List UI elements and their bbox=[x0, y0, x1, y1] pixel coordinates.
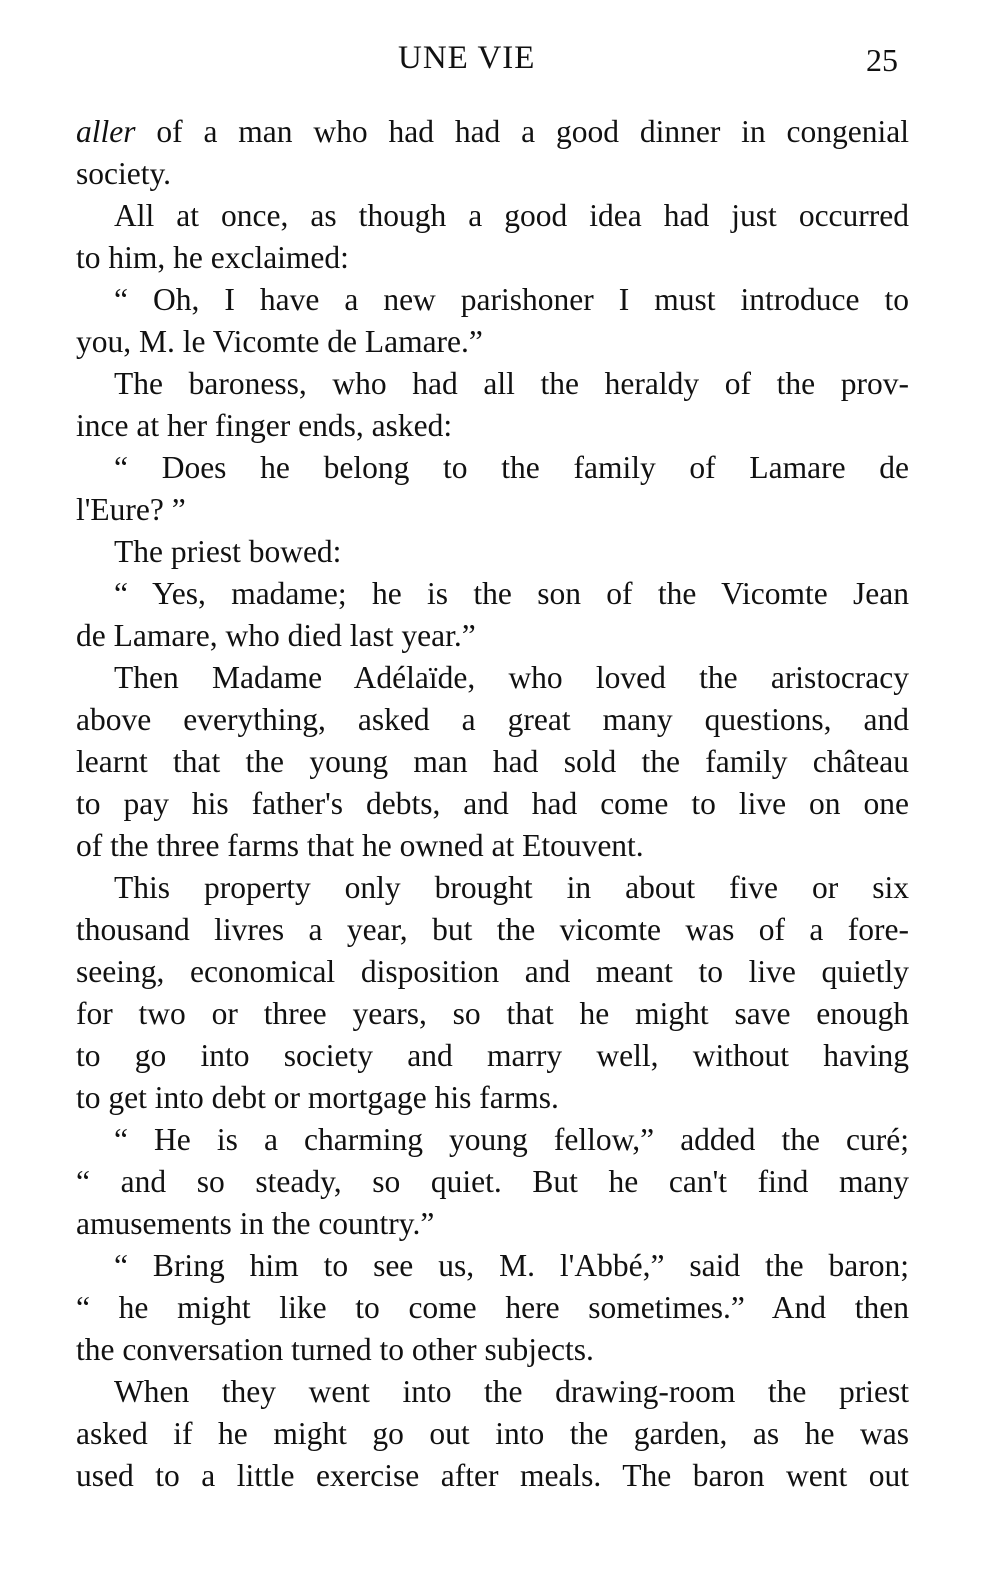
text-line: to go into society and marry well, without having bbox=[76, 1038, 909, 1073]
text-line: When they went into the drawing-room the priest bbox=[114, 1374, 909, 1409]
text-line: Then Madame Adélaïde, who loved the aristocracy bbox=[114, 660, 909, 695]
text-line: of the three farms that he owned at Etouvent. bbox=[76, 828, 644, 863]
text-line: to him, he exclaimed: bbox=[76, 240, 349, 275]
text-line: “ he might like to come here sometimes.” And then bbox=[76, 1290, 909, 1325]
text-line: you, M. le Vicomte de Lamare.” bbox=[76, 324, 483, 359]
page-number: 25 bbox=[866, 42, 898, 78]
text-line: “ Yes, madame; he is the son of the Vicomte Jean bbox=[114, 576, 909, 611]
text-line: the conversation turned to other subjects. bbox=[76, 1332, 594, 1367]
text-line: seeing, economical disposition and meant to live quietly bbox=[76, 954, 909, 989]
text-line: asked if he might go out into the garden, as he was bbox=[76, 1416, 909, 1451]
italic-word: aller bbox=[76, 114, 136, 149]
text-line: thousand livres a year, but the vicomte was of a fore- bbox=[76, 912, 909, 947]
text-line: “ Does he belong to the family of Lamare de bbox=[114, 450, 909, 485]
text-line bbox=[76, 111, 909, 153]
text-line: to pay his father's debts, and had come to live on one bbox=[76, 786, 909, 821]
text-line: The baroness, who had all the heraldy of the prov- bbox=[114, 366, 909, 401]
text-line: de Lamare, who died last year.” bbox=[76, 618, 476, 653]
text-line: “ and so steady, so quiet. But he can't find many bbox=[76, 1164, 909, 1199]
text-line: “ Oh, I have a new parishoner I must introduce to bbox=[114, 282, 909, 317]
text-line: to get into debt or mortgage his farms. bbox=[76, 1080, 559, 1115]
text-line: learnt that the young man had sold the family château bbox=[76, 744, 909, 779]
text-line: All at once, as though a good idea had just occurred bbox=[114, 198, 909, 233]
line-text: of a man who had had a good dinner in congenial bbox=[135, 114, 909, 149]
text-line: l'Eure? ” bbox=[76, 492, 186, 527]
text-line: The priest bowed: bbox=[114, 534, 342, 569]
text-line: This property only brought in about five or six bbox=[114, 870, 909, 905]
page-header bbox=[0, 40, 1000, 86]
text-line: society. bbox=[76, 156, 172, 191]
running-title: UNE VIE bbox=[398, 40, 536, 76]
text-line: used to a little exercise after meals. The baron went out bbox=[76, 1458, 909, 1493]
text-line: ince at her finger ends, asked: bbox=[76, 408, 453, 443]
text-line: “ Bring him to see us, M. l'Abbé,” said the baron; bbox=[114, 1248, 909, 1283]
text-line: for two or three years, so that he might save enough bbox=[76, 996, 909, 1031]
text-line: “ He is a charming young fellow,” added the curé; bbox=[114, 1122, 909, 1157]
text-line: above everything, asked a great many questions, and bbox=[76, 702, 909, 737]
text-line: amusements in the country.” bbox=[76, 1206, 435, 1241]
